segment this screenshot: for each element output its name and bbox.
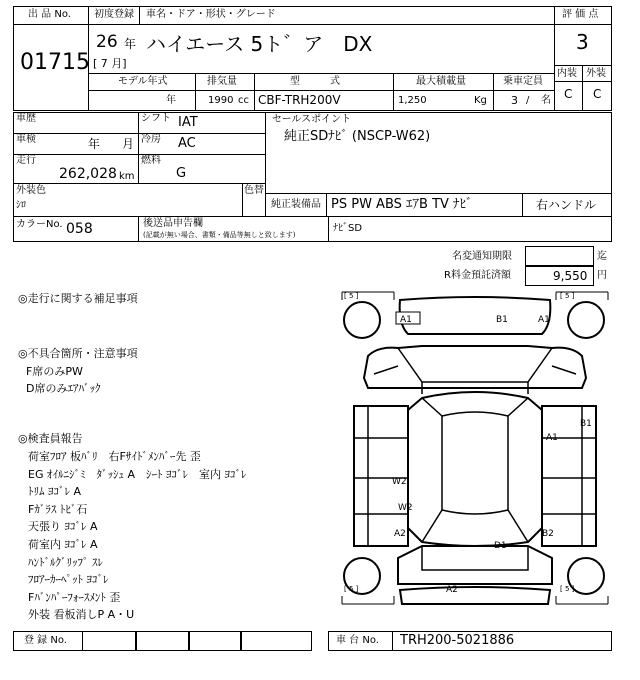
side-left-body <box>354 406 408 546</box>
inspection-month-unit: 月 <box>122 137 135 151</box>
model-year-label: モデル年式 <box>118 76 168 87</box>
roof-shape <box>408 392 542 546</box>
equipment-value: PS PW ABS ｴｱB TV ﾅﾋﾞ <box>331 197 473 212</box>
damage-mark: W2 <box>392 477 407 487</box>
inspector-item: 荷室内 ﾖｺﾞﾚ A <box>28 537 98 551</box>
capacity-unit: 名 <box>541 95 551 106</box>
docs-value: ﾅﾋﾞSD <box>333 223 363 234</box>
model-year-unit: 年 <box>166 95 176 106</box>
damage-mark: B2 <box>542 529 554 539</box>
inspector-item: ﾄﾘﾑ ﾖｺﾞﾚ A <box>28 485 82 499</box>
inspection-year-unit: 年 <box>88 137 101 151</box>
reg-no-label: 登 録 No. <box>24 635 67 646</box>
docs-note: (記載が無い場合、書類・備品等無しと致します) <box>143 231 296 239</box>
front-bumper-shape <box>400 297 551 334</box>
first-reg-year: 26 <box>96 32 118 52</box>
first-reg-year-unit: 年 <box>124 37 137 51</box>
lot-label: 出 品 No. <box>28 9 71 20</box>
ext-color-cell <box>13 183 243 217</box>
inspector-item: Fｶﾞﾗｽ ﾄﾋﾞ石 <box>28 502 88 516</box>
mileage-value: 262,028 <box>59 166 117 182</box>
inspector-item: 外装 看板消しP A・U <box>28 608 135 622</box>
score-value: 3 <box>576 30 589 54</box>
first-reg-label: 初度登録 <box>94 9 134 20</box>
capacity-label: 乗車定員 <box>503 76 543 87</box>
ext-color-label: 外装色 <box>16 185 46 196</box>
car-name-label: 車名・ドア・形状・グレード <box>146 9 276 20</box>
shift-value: IAT <box>178 115 198 130</box>
transfer-unit: 迄 <box>597 251 607 262</box>
inspector-heading: ◎検査員報告 <box>18 432 83 445</box>
inspector-item: 天張り ﾖｺﾞﾚ A <box>28 520 98 534</box>
ac-value: AC <box>178 136 196 151</box>
color-no-label: カラーNo. <box>16 219 63 230</box>
inspection-label: 車検 <box>16 134 36 145</box>
damage-mark: A1 <box>400 315 412 325</box>
points-value: 純正SDﾅﾋﾞ (NSCP-W62) <box>284 129 431 144</box>
inspector-item: Fﾊﾞﾝﾊﾟｰﾌｫｰｽﾒﾝﾄ 歪 <box>28 590 121 604</box>
reg-no-boxes <box>82 631 312 651</box>
displacement-unit: cc <box>238 95 249 106</box>
max-load-label: 最大積載量 <box>416 76 466 87</box>
inspector-item: EG ｵｲﾙﾆｼﾞﾐ ﾀﾞｯｼｭ A ｼｰﾄ ﾖｺﾞﾚ 室内 ﾖｺﾞﾚ <box>28 467 247 481</box>
points-label: セールスポイント <box>272 114 352 125</box>
ext-color-value: ｼﾛ <box>16 200 26 211</box>
ac-label: 冷房 <box>141 134 161 145</box>
defect-item: F席のみPW <box>26 365 83 378</box>
displacement-value: 1990 <box>208 95 234 106</box>
steering-value: 右ハンドル <box>536 198 597 212</box>
inspector-list <box>28 448 246 624</box>
car-name: ハイエース 5ト゛ア DX <box>146 32 373 56</box>
recycle-value: 9,550 <box>553 269 588 283</box>
recycle-label: R料金預託済額 <box>444 270 511 281</box>
damage-mark: A1 <box>538 315 550 325</box>
equipment-label: 純正装備品 <box>271 199 321 210</box>
tire-front-right-icon <box>568 302 604 338</box>
reg-no-box <box>135 631 137 651</box>
inspector-item: ﾊﾝﾄﾞﾙｸﾞﾘｯﾌﾟ ｽﾚ <box>28 555 103 569</box>
tire-front-left-icon <box>344 302 380 338</box>
damage-mark: D1 <box>494 541 507 551</box>
rear-skirt-shape <box>400 587 550 604</box>
rear-bumper-shape <box>398 546 552 584</box>
transfer-box <box>525 246 594 266</box>
tire-depth-bottom-right: [ 5 ] <box>560 585 575 593</box>
recycle-unit: 円 <box>597 270 607 281</box>
reg-no-box <box>240 631 242 651</box>
chassis-label: 車 台 No. <box>336 635 379 646</box>
damage-mark: A2 <box>394 529 406 539</box>
tire-depth-top-left: [ 5 ] <box>344 292 359 300</box>
max-load-unit: Kg <box>474 95 487 106</box>
damage-mark: B1 <box>496 315 508 325</box>
tire-depth-top-right: [ 5 ] <box>560 292 575 300</box>
fuel-label: 燃料 <box>141 155 161 166</box>
defects-list <box>26 363 100 397</box>
exterior-label: 外装 <box>586 68 606 79</box>
damage-mark: B1 <box>580 419 592 429</box>
docs-label: 後送品申告欄 <box>143 218 203 229</box>
capacity-value: 3 <box>511 94 518 107</box>
color-change-label: 色替 <box>244 185 264 196</box>
first-reg-month: [ 7 月] <box>93 57 127 70</box>
type-label: 型 式 <box>290 76 340 87</box>
driving-heading: ◎走行に関する補足事項 <box>18 292 138 305</box>
damage-mark: A1 <box>546 433 558 443</box>
mileage-label: 走行 <box>16 155 36 166</box>
chassis-value: TRH200-5021886 <box>400 633 515 648</box>
score-label: 評 価 点 <box>562 9 599 20</box>
interior-label: 内装 <box>557 68 577 79</box>
reg-no-box <box>188 631 190 651</box>
docs-value-cell <box>328 216 612 242</box>
defects-heading: ◎不具合箇所・注意事項 <box>18 347 138 360</box>
lot-number: 01715 <box>20 50 90 75</box>
mileage-unit: km <box>119 171 135 182</box>
shift-label: シフト <box>141 113 171 124</box>
model-code: CBF-TRH200V <box>258 93 341 107</box>
history-label: 車歴 <box>16 113 36 124</box>
exterior-grade: C <box>593 87 602 101</box>
transfer-label: 名変通知期限 <box>452 251 512 262</box>
capacity-sep: / <box>526 95 530 106</box>
car-damage-diagram <box>338 288 612 608</box>
defect-item: D席のみｴｱﾊﾞｯｸ <box>26 382 101 395</box>
fuel-value: G <box>176 166 187 181</box>
color-no-value: 058 <box>66 221 93 237</box>
max-load-value: 1,250 <box>398 95 427 106</box>
damage-mark: A2 <box>446 585 458 595</box>
interior-grade: C <box>564 87 573 101</box>
inspector-item: ﾌﾛｱｰｶｰﾍﾟｯﾄ ﾖｺﾞﾚ <box>28 573 109 587</box>
displacement-label: 排気量 <box>207 76 237 87</box>
damage-mark: W2 <box>398 503 413 513</box>
inspector-item: 荷室ﾌﾛｱ 板ﾊﾞﾘ 右Fｻｲﾄﾞﾒﾝﾊﾞｰ先 歪 <box>28 450 201 463</box>
tire-depth-bottom-left: [ 5 ] <box>344 585 359 593</box>
